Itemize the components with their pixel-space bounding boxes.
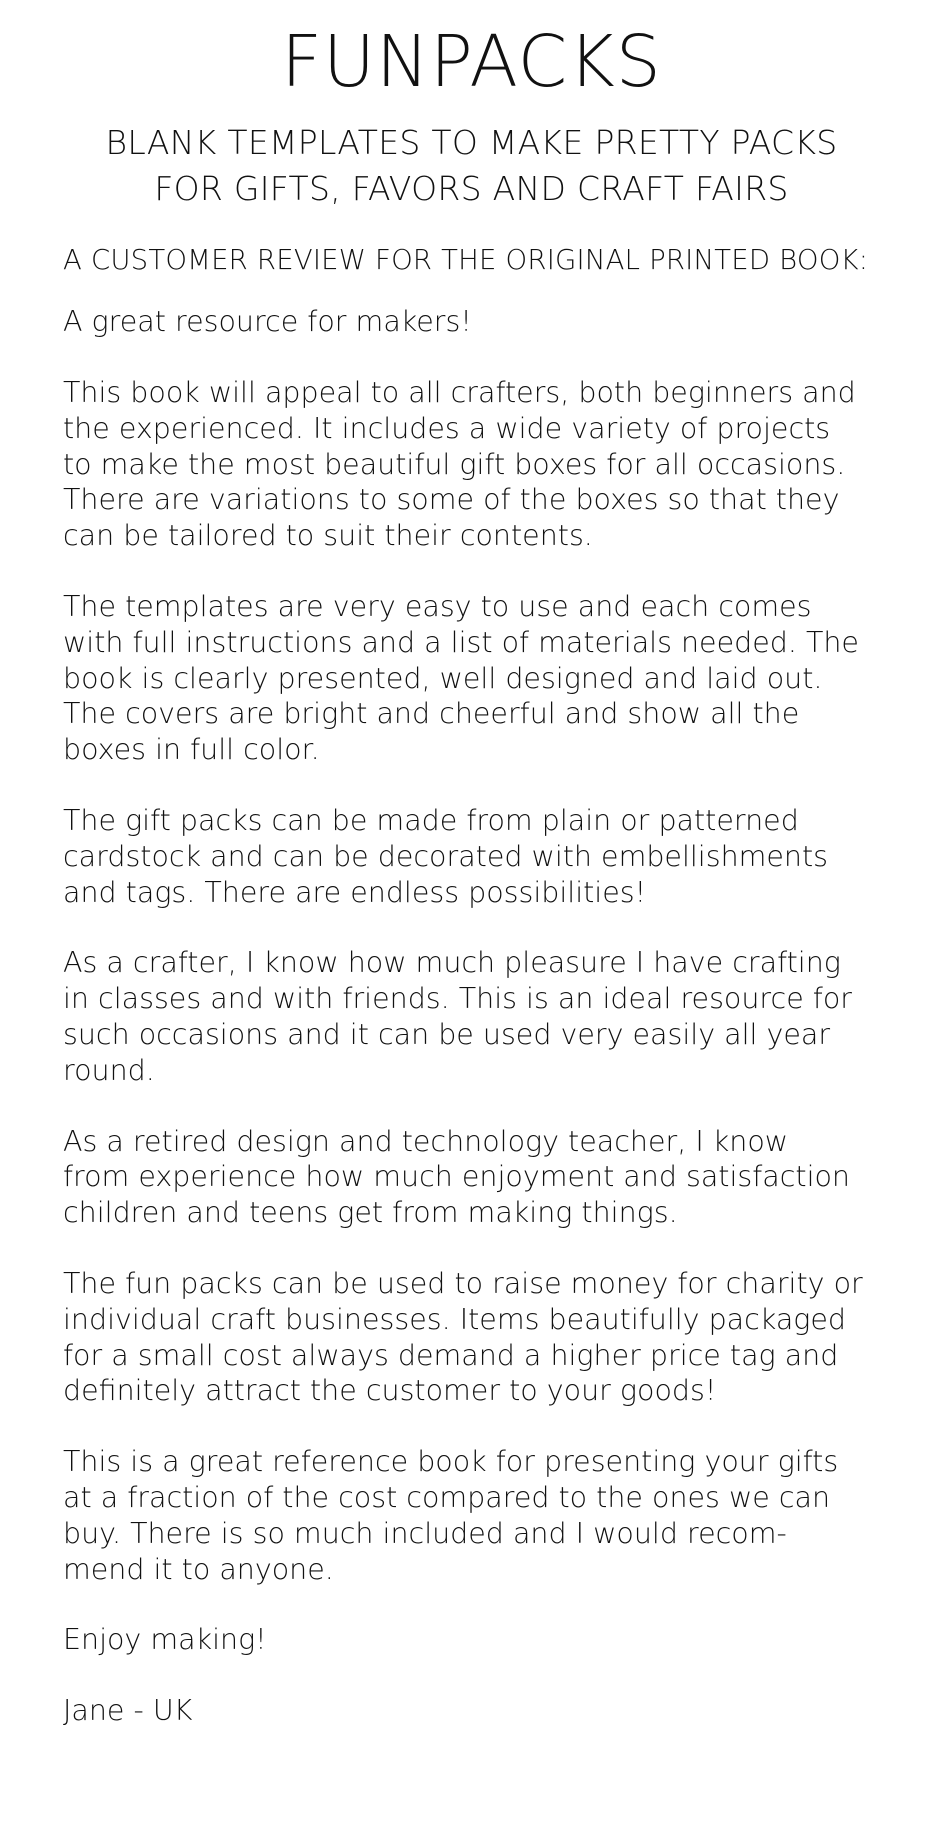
paragraph-line: children and teens get from making things.	[63, 1196, 678, 1230]
paragraph-line: book is clearly presented, well designed and laid out.	[63, 661, 823, 695]
paragraph-line: mend it to anyone.	[63, 1552, 334, 1586]
review-paragraph	[63, 803, 880, 910]
review-heading: A CUSTOMER REVIEW FOR THE ORIGINAL PRINTED BOOK:	[63, 244, 869, 276]
paragraph-line: with full instructions and a list of materials needed. The	[63, 625, 859, 659]
paragraph-line: in classes and with friends. This is an ideal resource for	[63, 982, 852, 1016]
review-signature: Jane - UK	[63, 1694, 193, 1728]
paragraph-line: definitely attract the customer to your goods!	[63, 1374, 717, 1408]
paragraph-line: for a small cost always demand a higher price tag and	[63, 1338, 839, 1372]
closing-line: Enjoy making!	[63, 1623, 267, 1657]
paragraph-line: from experience how much enjoyment and satisfaction	[63, 1160, 850, 1194]
paragraph-line: buy. There is so much included and I would recom-	[63, 1516, 787, 1550]
paragraph-line: individual craft businesses. Items beautifully packaged	[63, 1302, 847, 1336]
paragraph-line: The covers are bright and cheerful and show all the	[63, 697, 800, 731]
paragraph-line: The fun packs can be used to raise money for charity or	[63, 1266, 863, 1300]
page-title: FUNPACKS	[281, 20, 662, 103]
paragraph-line: such occasions and it can be used very easily all year	[63, 1017, 831, 1051]
subtitle-line: FOR GIFTS, FAVORS AND CRAFT FAIRS	[154, 169, 789, 208]
paragraph-line: at a fraction of the cost compared to the ones we can	[63, 1480, 831, 1514]
paragraph-line: There are variations to some of the boxes so that they	[63, 483, 840, 517]
paragraph-line: cardstock and can be decorated with embellishments	[63, 839, 829, 873]
paragraph-line: can be tailored to suit their contents.	[63, 519, 593, 553]
paragraph-line: boxes in full color.	[63, 733, 320, 767]
subtitle	[63, 120, 880, 212]
paragraph-line: round.	[63, 1053, 155, 1087]
review-paragraph	[63, 1444, 880, 1587]
review-paragraph	[63, 589, 880, 768]
paragraph-line: As a retired design and technology teacher, I know	[63, 1124, 789, 1158]
paragraph-line: to make the most beautiful gift boxes for all occasions.	[63, 447, 846, 481]
paragraph-line: and tags. There are endless possibilities!	[63, 875, 647, 909]
review-paragraph	[63, 1124, 880, 1231]
review-paragraph	[63, 1266, 880, 1409]
paragraph-line: The templates are very easy to use and each comes	[63, 589, 812, 623]
paragraph-line: This book will appeal to all crafters, both beginners and	[63, 376, 856, 409]
document-page	[0, 22, 940, 1832]
paragraph-line: As a crafter, I know how much pleasure I have crafting	[63, 946, 841, 980]
paragraph-line: The gift packs can be made from plain or patterned	[63, 803, 799, 837]
review-title: A great resource for makers!	[63, 305, 472, 338]
paragraph-line: the experienced. It includes a wide variety of projects	[63, 411, 831, 445]
review-paragraph	[63, 945, 880, 1088]
subtitle-line: BLANK TEMPLATES TO MAKE PRETTY PACKS	[105, 123, 838, 162]
paragraph-line: This is a great reference book for presenting your gifts	[63, 1445, 839, 1479]
review-paragraph	[63, 375, 880, 554]
